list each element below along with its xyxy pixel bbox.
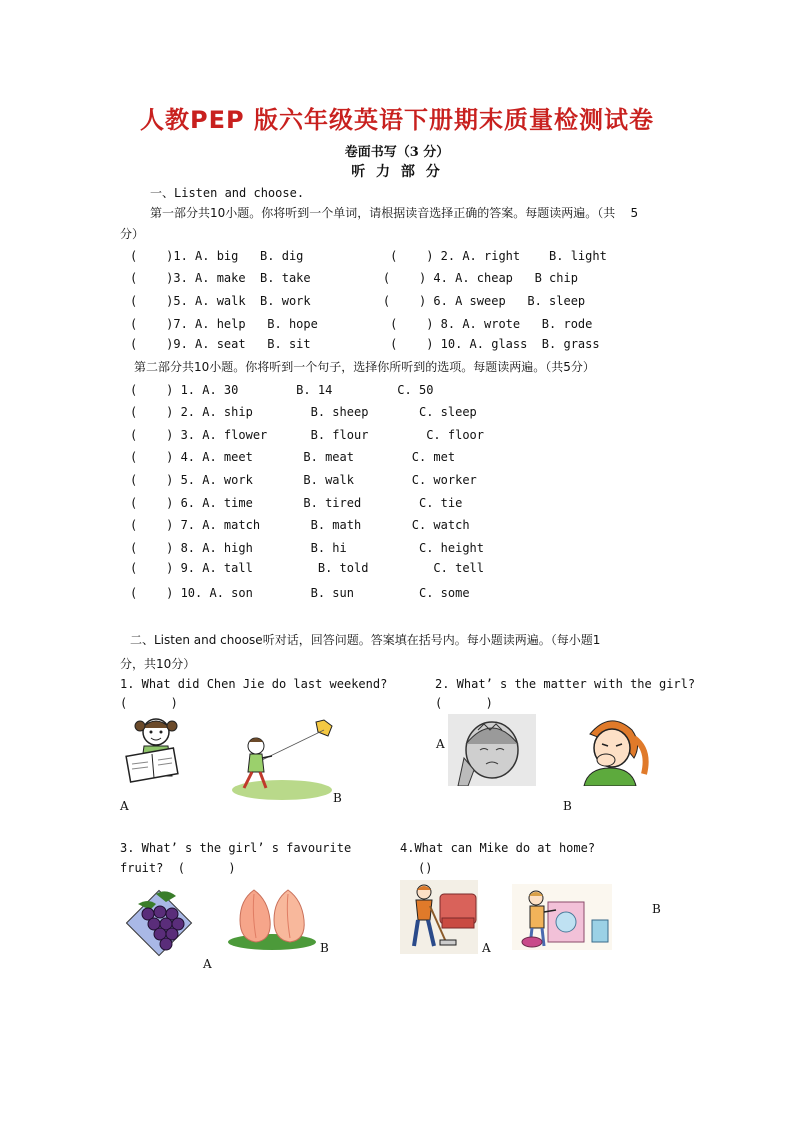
part2-row: ( ) 5. A. work B. walk C. worker	[130, 473, 477, 487]
girl-with-cough-picture	[570, 714, 654, 786]
question4-text: 4.What can Mike do at home?	[400, 841, 596, 855]
girl-doing-laundry-picture	[512, 884, 612, 950]
part1-row: ( )1. A. big B. dig ( ) 2. A. right B. light	[130, 249, 607, 263]
part2-row: ( ) 4. A. meet B. meat C. met	[130, 450, 456, 464]
question1-text: 1. What did Chen Jie do last weekend?	[120, 677, 388, 691]
girl-sick-grayscale-picture	[448, 714, 536, 786]
option-b-label: B	[320, 941, 329, 955]
exam-title: 人教PEP 版六年级英语下册期末质量检测试卷	[140, 106, 654, 134]
part2-row: ( ) 2. A. ship B. sheep C. sleep	[130, 405, 477, 419]
part1-intro: 第一部分共10小题。你将听到一个单词，请根据读音选择正确的答案。每题读两遍。（共 5	[150, 206, 639, 220]
boy-mopping-floor-picture	[400, 880, 478, 954]
part2-row: ( ) 1. A. 30 B. 14 C. 50	[130, 383, 434, 397]
option-b-label: B	[333, 791, 342, 805]
part2-row: ( ) 3. A. flower B. flour C. floor	[130, 428, 485, 442]
question2-text: 2. What’ s the matter with the girl?	[435, 677, 696, 691]
part1-row: ( )5. A. walk B. work ( ) 6. A sweep B. sleep	[130, 294, 586, 308]
part1-row: ( )7. A. help B. hope ( ) 8. A. wrote B. rode	[130, 317, 593, 331]
part1-row: ( )3. A. make B. take ( ) 4. A. cheap B chip	[130, 271, 578, 285]
part2-row: ( ) 9. A. tall B. told C. tell	[130, 561, 485, 575]
question4-answer-blank[interactable]: ()	[418, 861, 433, 875]
question1-answer-blank[interactable]: ( )	[120, 696, 178, 710]
option-b-label: B	[563, 799, 572, 813]
handwriting-score-note: 卷面书写（3 分）	[344, 145, 450, 160]
option-a-label: A	[482, 941, 491, 955]
option-a-label: A	[203, 957, 212, 971]
part2-row: ( ) 7. A. match B. math C. watch	[130, 518, 470, 532]
section1-heading: 一、Listen and choose.	[150, 186, 305, 200]
option-a-label: A	[120, 799, 129, 813]
grapes-picture	[126, 888, 196, 962]
peaches-picture	[226, 880, 318, 952]
part2-row: ( ) 10. A. son B. sun C. some	[130, 586, 470, 600]
listening-section-title: 听 力 部 分	[351, 164, 443, 180]
part2-intro: 第二部分共10小题。你将听到一个句子，选择你所听到的选项。每题读两遍。（共5分）	[134, 360, 595, 374]
option-b-label: B	[652, 902, 661, 916]
question3-text-cont[interactable]: fruit? ( )	[120, 861, 236, 875]
girl-flying-kite-picture	[232, 716, 342, 800]
option-a-label: A	[436, 737, 445, 751]
part2-row: ( ) 6. A. time B. tired C. tie	[130, 496, 463, 510]
girl-reading-picture	[120, 712, 190, 792]
question2-answer-blank[interactable]: ( )	[435, 696, 493, 710]
part1-row: ( )9. A. seat B. sit ( ) 10. A. glass B. grass	[130, 337, 600, 351]
part2-row: ( ) 8. A. high B. hi C. height	[130, 541, 485, 555]
section2-heading-cont: 分，共10分）	[120, 657, 196, 671]
question3-text: 3. What’ s the girl’ s favourite	[120, 841, 352, 855]
section2-heading: 二、Listen and choose听对话，回答问题。答案填在括号内。每小题读两遍。（每小题1	[130, 633, 601, 647]
part1-intro-cont: 分）	[120, 227, 145, 241]
